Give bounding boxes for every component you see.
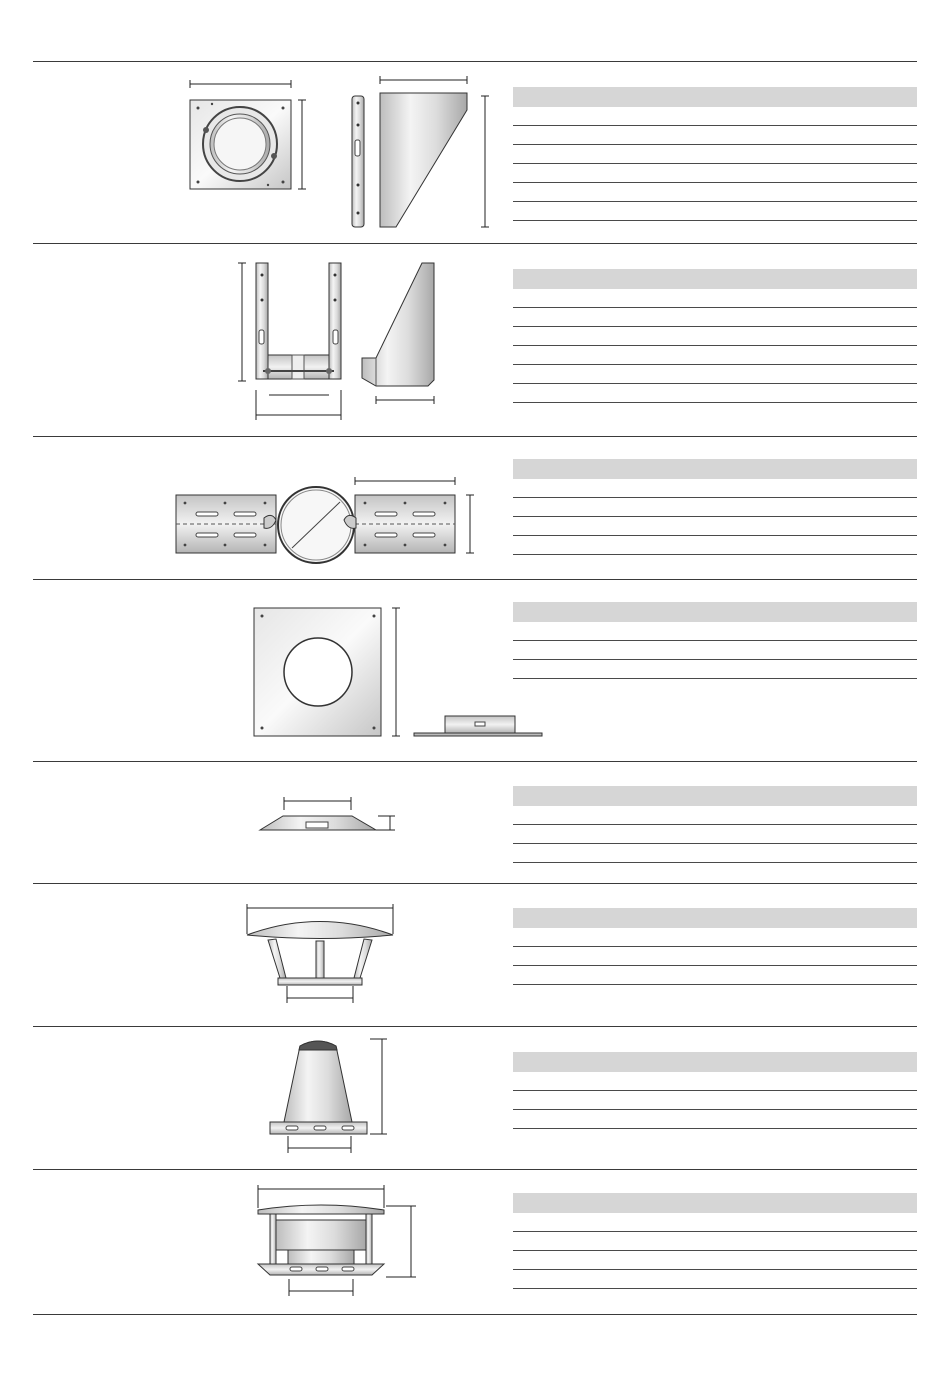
figure-8-low-cap [258, 1185, 416, 1296]
figure-5-collar [260, 797, 395, 830]
figure-4-side [414, 716, 542, 736]
figure-2-u-bracket [238, 263, 341, 420]
figure-1-plate [190, 80, 306, 189]
figure-7-cone-cap [270, 1039, 387, 1153]
figure-6-rain-cap [247, 904, 393, 1003]
figure-2-side [362, 263, 434, 404]
figure-4-plate [254, 608, 400, 736]
figure-1-bracket [352, 76, 489, 227]
figure-3-band [176, 477, 474, 563]
